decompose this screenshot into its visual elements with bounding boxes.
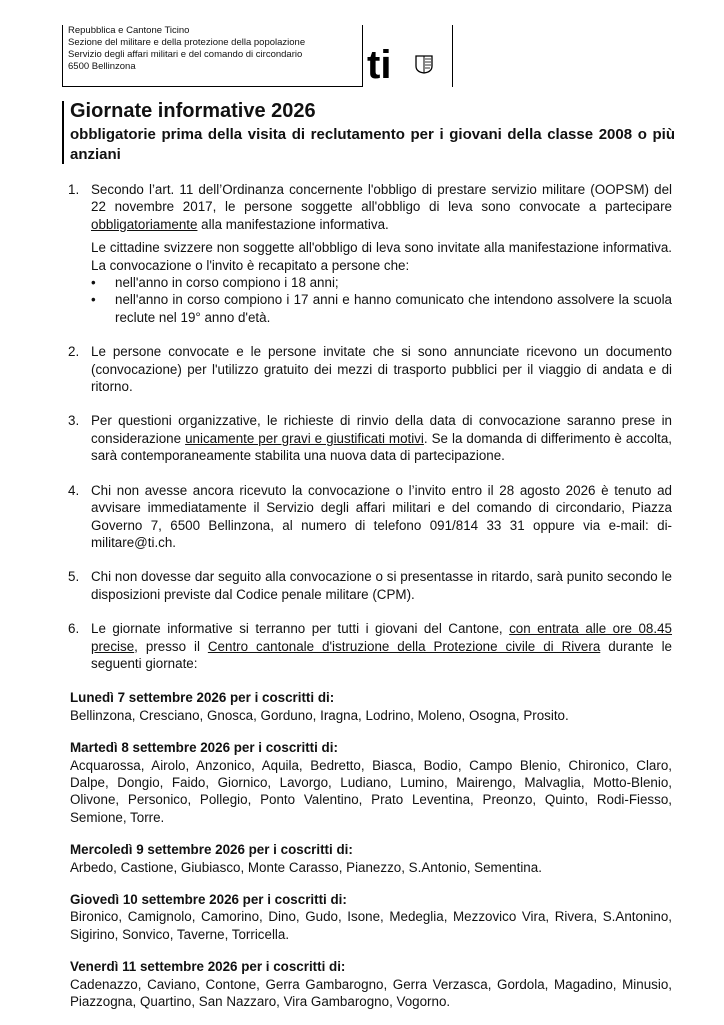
bullet-item: • nell'anno in corso compiono i 18 anni; bbox=[91, 274, 672, 291]
schedule-day bbox=[70, 958, 672, 1010]
item-paragraph: Chi non dovesse dar seguito alla convocazione o si presentasse in ritardo, sarà punito secondo le disposizioni previste dal Codice penale militare (CPM). bbox=[91, 569, 672, 602]
letterhead-line: Servizio degli affari militari e del comando di circondario bbox=[68, 49, 303, 60]
list-item bbox=[70, 482, 672, 552]
day-places: Arbedo, Castione, Giubiasco, Monte Carasso, Pianezzo, S.Antonio, Sementina. bbox=[70, 859, 542, 875]
title-accent-bar bbox=[62, 101, 64, 164]
item-number: 2. bbox=[68, 344, 80, 360]
day-places: Bironico, Camignolo, Camorino, Dino, Gudo, Isone, Medeglia, Mezzovico Vira, Rivera, S.Antonino, Sigirino, Sonvico, Taverne, Torricella. bbox=[70, 909, 672, 942]
day-title: Venerdì 11 settembre 2026 per i coscritti di: bbox=[70, 959, 346, 975]
bullet-list bbox=[91, 274, 672, 326]
list-item bbox=[70, 343, 672, 395]
item-emphasis: unicamente per gravi e giustificati motivi bbox=[185, 430, 424, 446]
letterhead-divider-mid bbox=[362, 25, 363, 87]
item-paragraph: Le cittadine svizzere non soggette all'obbligo di leva sono invitate alla manifestazione informativa. La convocazione o l'invito è recapitato a persone che: bbox=[91, 240, 672, 273]
item-text: durante le seguenti giornate: bbox=[91, 638, 672, 671]
day-title: Martedì 8 settembre 2026 per i coscritti di: bbox=[70, 740, 338, 756]
item-number: 6. bbox=[68, 621, 80, 637]
day-title: Mercoledì 9 settembre 2026 per i coscritti di: bbox=[70, 842, 353, 858]
item-paragraph: Le persone convocate e le persone invitate che si sono annunciate ricevono un documento (convocazione) per l'utilizzo gratuito dei mezzi di trasporto pubblici per il viaggio di andata e di ritorno. bbox=[91, 344, 672, 395]
letterhead-line: Repubblica e Cantone Ticino bbox=[68, 25, 190, 36]
schedule-day bbox=[70, 841, 672, 876]
letterhead-line: 6500 Bellinzona bbox=[68, 61, 136, 72]
letterhead-line: Sezione del militare e della protezione della popolazione bbox=[68, 37, 306, 48]
page-title: Giornate informative 2026 bbox=[70, 100, 316, 122]
item-number: 3. bbox=[68, 413, 80, 429]
item-paragraph bbox=[91, 412, 672, 464]
letterhead-divider-bottom bbox=[62, 86, 362, 87]
item-emphasis: Centro cantonale d'istruzione della Protezione civile di Rivera bbox=[207, 638, 601, 654]
item-text: , presso il bbox=[134, 638, 208, 654]
list-item bbox=[70, 568, 672, 603]
item-number: 5. bbox=[68, 569, 80, 585]
day-title: Lunedì 7 settembre 2026 per i coscritti di: bbox=[70, 690, 335, 706]
item-paragraph bbox=[91, 620, 672, 672]
list-item bbox=[70, 412, 672, 464]
item-number: 1. bbox=[68, 182, 80, 197]
ti-logo-text: ti bbox=[367, 45, 392, 81]
letterhead-divider-right bbox=[452, 25, 453, 87]
day-places: Acquarossa, Airolo, Anzonico, Aquila, Bedretto, Biasca, Bodio, Campo Blenio, Chironico, Claro, Dalpe, Dongio, Faido, Giornico, Lavorgo, Ludiano, Lumino, Mairengo, Malvaglia, Motto-Blenio, Olivone, Personico, Pollegio, Ponto Valentino, Prato Leventina, Preonzo, Quinto, Rodi-Fiesso, Semione, Torre. bbox=[70, 757, 672, 825]
item-emphasis: obbligatoriamente bbox=[91, 216, 198, 232]
list-item bbox=[70, 181, 672, 326]
item-text: alla manifestazione informativa. bbox=[197, 216, 389, 232]
letterhead-address bbox=[62, 25, 368, 73]
item-emphasis: con entrata alle ore 08.45 precise bbox=[91, 621, 672, 654]
bullet-item: • nell'anno in corso compiono i 17 anni e hanno comunicato che intendono assolvere la scuola reclute nel 19° anno d'età. bbox=[91, 291, 672, 326]
coat-of-arms-icon bbox=[414, 54, 434, 74]
item-number: 4. bbox=[68, 482, 80, 498]
title-block bbox=[70, 99, 675, 165]
schedule-day bbox=[70, 891, 672, 943]
day-places: Bellinzona, Cresciano, Gnosca, Gorduno, Iragna, Lodrino, Moleno, Osogna, Prosito. bbox=[70, 707, 569, 723]
item-paragraph: Chi non avesse ancora ricevuto la convocazione o l’invito entro il 28 agosto 2026 è tenuto ad avvisare immediatamente il Servizio degli affari militari e del comando di circondario, Piazza Governo 7, 6500 Bellinzona, al numero di telefono 091/814 33 31 oppure via e-mail: di-militare@ti.ch. bbox=[91, 482, 672, 550]
day-places: Cadenazzo, Caviano, Contone, Gerra Gambarogno, Gerra Verzasca, Gordola, Magadino, Minusio, Piazzogna, Quartino, San Nazzaro, Vira Gambarogno, Vogorno. bbox=[70, 976, 672, 1010]
item-text: Per questioni organizzative, le richieste di rinvio della data di convocazione saranno prese in considerazione bbox=[91, 413, 672, 446]
schedule-day bbox=[70, 689, 672, 724]
item-text: Secondo l’art. 11 dell’Ordinanza concernente l'obbligo di prestare servizio militare (OOPSM) del 22 novembre 2017, le persone soggette all'obbligo di leva sono convocate a partecipare bbox=[91, 182, 672, 215]
schedule-day bbox=[70, 739, 672, 826]
ti-logo-icon bbox=[366, 45, 410, 81]
item-paragraph bbox=[91, 181, 672, 233]
page-subtitle: obbligatorie prima della visita di reclutamento per i giovani della classe 2008 o più anziani bbox=[70, 126, 675, 163]
day-title: Giovedì 10 settembre 2026 per i coscritti di: bbox=[70, 892, 347, 907]
numbered-list bbox=[70, 181, 672, 672]
document-body bbox=[70, 181, 672, 1025]
letterhead bbox=[62, 25, 662, 87]
list-item bbox=[70, 620, 672, 672]
item-text: Le giornate informative si terranno per tutti i giovani del Cantone, bbox=[91, 621, 510, 637]
item-text: . Se la domanda di differimento è accolta, sarà contemporaneamente stabilita una nuova data di partecipazione. bbox=[91, 430, 673, 464]
